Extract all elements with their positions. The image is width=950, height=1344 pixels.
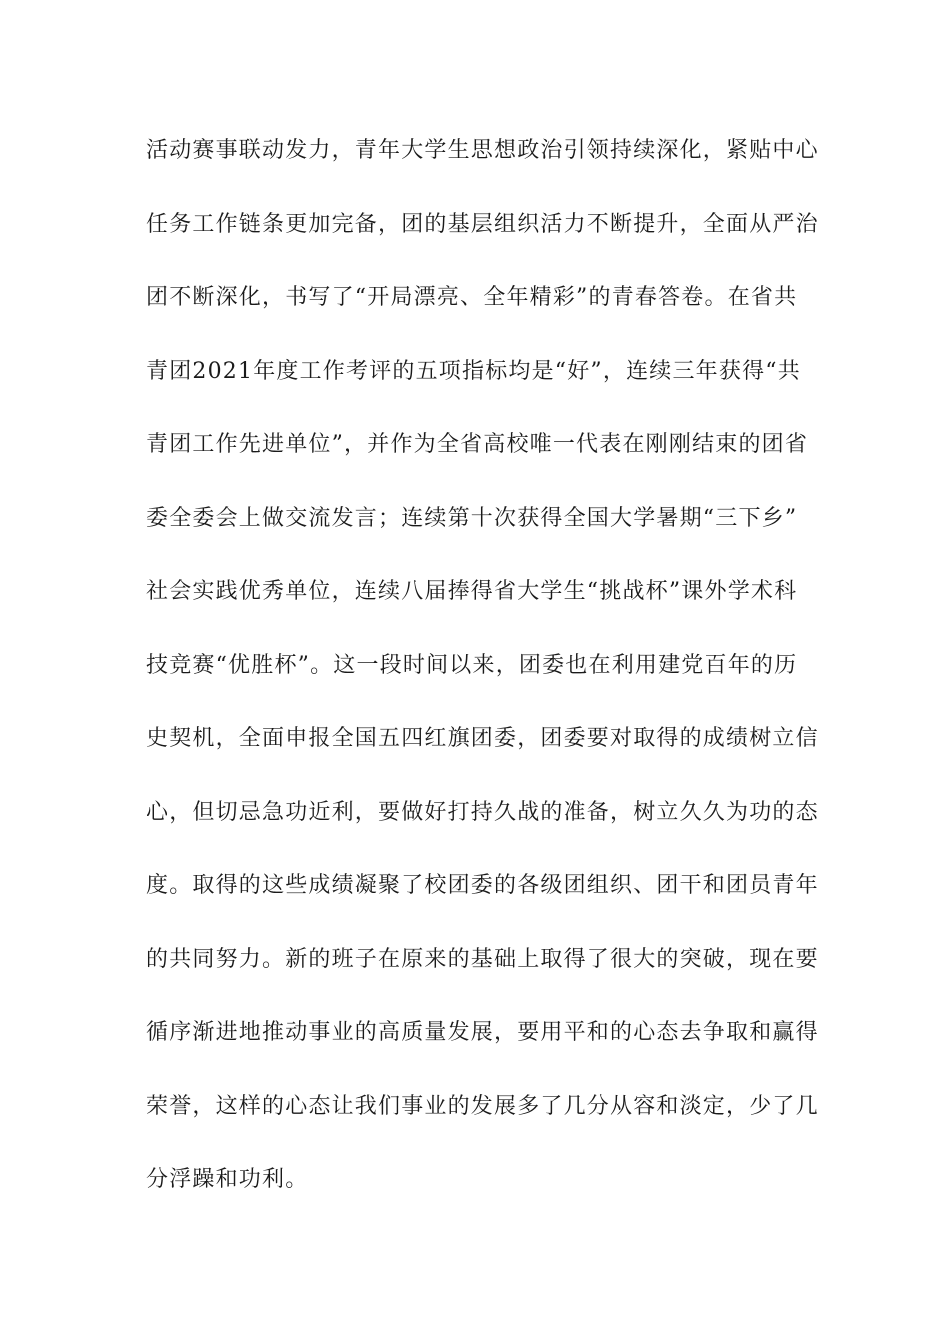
text-line: 分浮躁和功利。: [146, 1167, 309, 1192]
text-line: 青团2021年度工作考评的五项指标均是“好”，连续三年获得“共: [146, 358, 801, 384]
text-line: 荣誉，这样的心态让我们事业的发展多了几分从容和淡定，少了几: [146, 1093, 819, 1119]
text-line: 心，但切忌急功近利，要做好打持久战的准备，树立久久为功的态: [146, 799, 819, 825]
text-line: 团不断深化，书写了“开局漂亮、全年精彩”的青春答卷。在省共: [146, 285, 798, 310]
text-line: 活动赛事联动发力，青年大学生思想政治引领持续深化，紧贴中心: [146, 138, 819, 163]
text-line: 委全委会上做交流发言；连续第十次获得全国大学暑期“三下乡”: [146, 505, 798, 531]
text-line: 技竞赛“优胜杯”。这一段时间以来，团委也在利用建党百年的历: [146, 652, 798, 678]
text-line: 社会实践优秀单位，连续八届捧得省大学生“挑战杯”课外学术科: [146, 579, 798, 604]
text-line: 青团工作先进单位”，并作为全省高校唯一代表在刚刚结束的团省: [146, 432, 809, 457]
text-line: 度。取得的这些成绩凝聚了校团委的各级团组织、团干和团员青年: [146, 873, 819, 898]
body-paragraph: [146, 131, 819, 1234]
text-line: 循序渐进地推动事业的高质量发展，要用平和的心态去争取和赢得: [146, 1020, 819, 1045]
text-line: 史契机，全面申报全国五四红旗团委，团委要对取得的成绩树立信: [146, 726, 819, 751]
text-line: 任务工作链条更加完备，团的基层组织活力不断提升，全面从严治: [146, 211, 819, 237]
text-line: 的共同努力。新的班子在原来的基础上取得了很大的突破，现在要: [146, 946, 819, 972]
